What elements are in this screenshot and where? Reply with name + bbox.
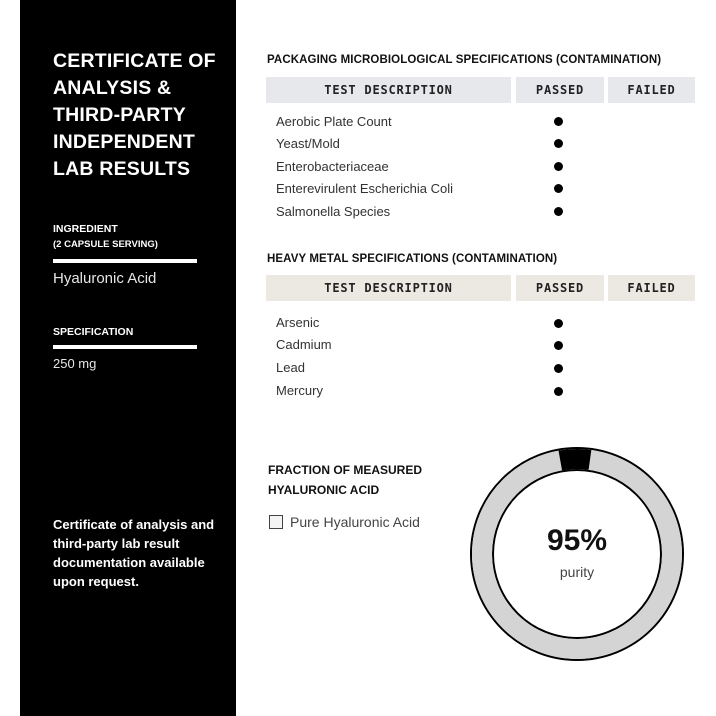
sidebar [20, 0, 236, 716]
heavy-metal-header-failed: FAILED [608, 275, 695, 301]
passed-dot [554, 364, 563, 373]
purity-percent: 95% [546, 524, 608, 557]
heavy-metal-header-passed: PASSED [516, 275, 604, 301]
passed-dot [554, 184, 563, 193]
passed-dot [554, 341, 563, 350]
microbio-row-label: Salmonella Species [276, 204, 391, 219]
legend [269, 514, 420, 530]
heavy-metal-header-test: TEST DESCRIPTION [266, 275, 511, 301]
heavy-metal-row-label: Lead [276, 360, 305, 375]
ingredient-sublabel: (2 CAPSULE SERVING) [53, 239, 158, 250]
microbio-row-label: Aerobic Plate Count [276, 114, 392, 129]
ingredient-label: INGREDIENT [53, 223, 118, 235]
passed-dot [554, 117, 563, 126]
passed-dot [554, 139, 563, 148]
microbio-section-title: PACKAGING MICROBIOLOGICAL SPECIFICATIONS (CONTAMINATION) [267, 54, 662, 66]
specification-label: SPECIFICATION [53, 326, 134, 338]
heavy-metal-row-label: Arsenic [276, 315, 320, 330]
heavy-metal-row-label: Cadmium [276, 337, 332, 352]
specification-value: 250 mg [53, 356, 97, 371]
donut-segment-other [559, 449, 592, 470]
heavy-metal-row-label: Mercury [276, 383, 323, 398]
microbio-header-passed: PASSED [516, 77, 604, 103]
fraction-title: FRACTION OF MEASURED HYALURONIC ACID [268, 463, 422, 497]
legend-swatch [269, 515, 283, 529]
microbio-header-test: TEST DESCRIPTION [266, 77, 511, 103]
documentation-note: Certificate of analysis and third-party lab result documentation available upon request. [53, 517, 215, 589]
purity-sublabel: purity [559, 564, 595, 580]
specification-divider [53, 345, 197, 349]
microbio-header-failed: FAILED [608, 77, 695, 103]
legend-label: Pure Hyaluronic Acid [290, 514, 420, 530]
microbio-row-label: Enterevirulent Escherichia Coli [276, 181, 454, 196]
certificate-title: CERTIFICATE OF ANALYSIS & THIRD-PARTY INDEPENDENT LAB RESULTS [53, 50, 216, 180]
ingredient-value: Hyaluronic Acid [53, 270, 157, 287]
passed-dot [554, 387, 563, 396]
microbio-row-label: Yeast/Mold [276, 136, 340, 151]
ingredient-divider [53, 259, 197, 263]
microbio-row-label: Enterobacteriaceae [276, 159, 389, 174]
passed-dot [554, 319, 563, 328]
passed-dot [554, 207, 563, 216]
passed-dot [554, 162, 563, 171]
heavy-metal-section-title: HEAVY METAL SPECIFICATIONS (CONTAMINATION) [267, 253, 558, 265]
